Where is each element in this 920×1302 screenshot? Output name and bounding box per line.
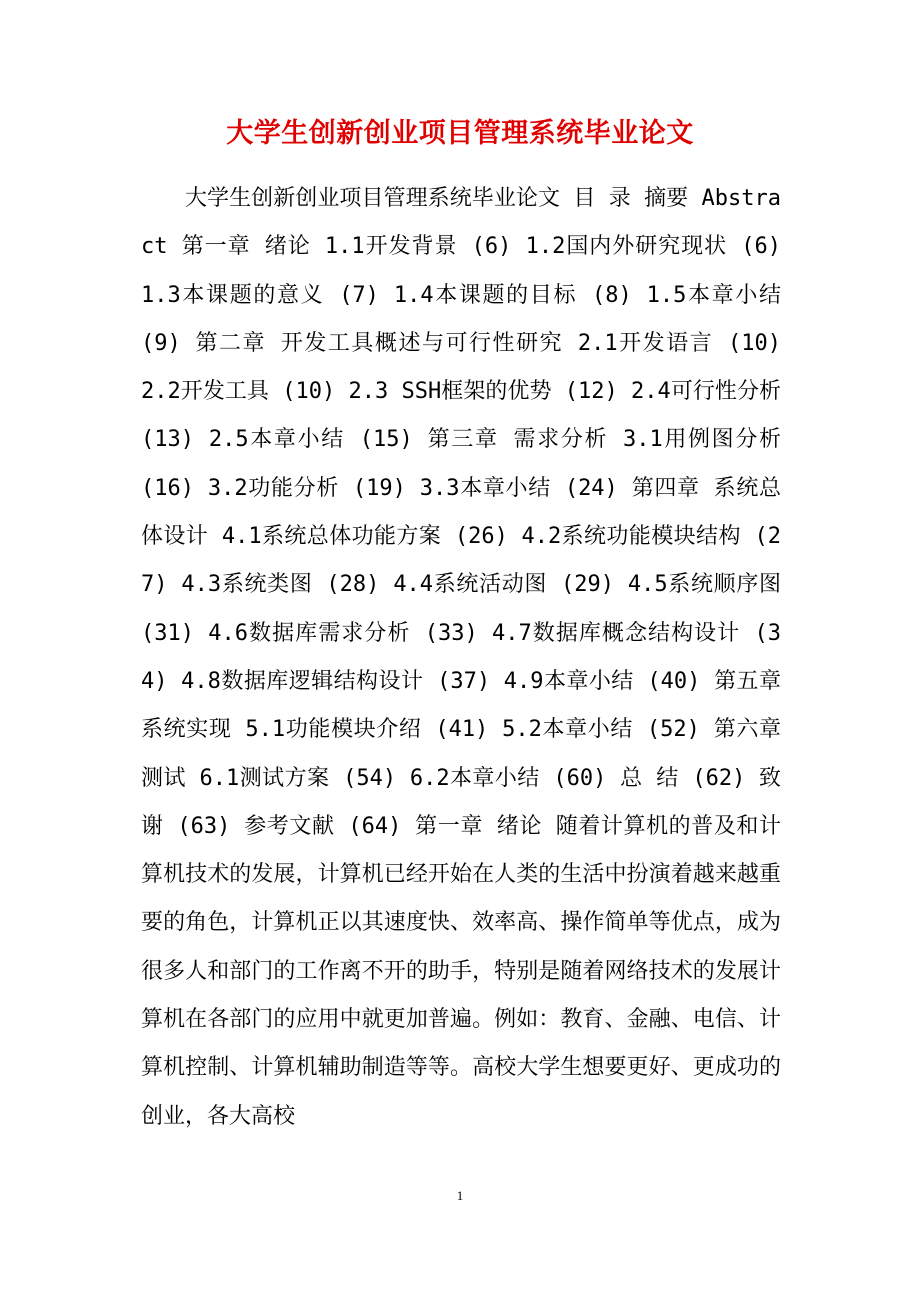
title-container	[0, 112, 920, 156]
document-body: 大学生创新创业项目管理系统毕业论文 目 录 摘要 Abstract 第一章 绪论 1.1开发背景 (6) 1.2国内外研究现状 (6) 1.3本课题的意义 (7) 1.4本课题的目标 (8) 1.5本章小结 (9) 第二章 开发工具概述与可行性研究 2.1开发语言 (10) 2.2开发工具 (10) 2.3 SSH框架的优势 (12) 2.4可行性分析 (13) 2.5本章小结 (15) 第三章 需求分析 3.1用例图分析 (16) 3.2功能分析 (19) 3.3本章小结 (24) 第四章 系统总体设计 4.1系统总体功能方案 (26) 4.2系统功能模块结构 (27) 4.3系统类图 (28) 4.4系统活动图 (29) 4.5系统顺序图 (31) 4.6数据库需求分析 (33) 4.7数据库概念结构设计 (34) 4.8数据库逻辑结构设计 (37) 4.9本章小结 (40) 第五章 系统实现 5.1功能模块介绍 (41) 5.2本章小结 (52) 第六章 测试 6.1测试方案 (54) 6.2本章小结 (60) 总 结 (62) 致谢 (63) 参考文献 (64) 第一章 绪论 随着计算机的普及和计算机技术的发展，计算机已经开始在人类的生活中扮演着越来越重要的角色，计算机正以其速度快、效率高、操作简单等优点，成为很多人和部门的工作离不开的助手，特别是随着网络技术的发展计算机在各部门的应用中就更加普遍。例如：教育、金融、电信、计算机控制、计算机辅助制造等等。高校大学生想要更好、更成功的创业，各大高校	[141, 186, 781, 1129]
page-number: 1	[456, 1188, 464, 1203]
document-title: 大学生创新创业项目管理系统毕业论文	[226, 118, 694, 149]
